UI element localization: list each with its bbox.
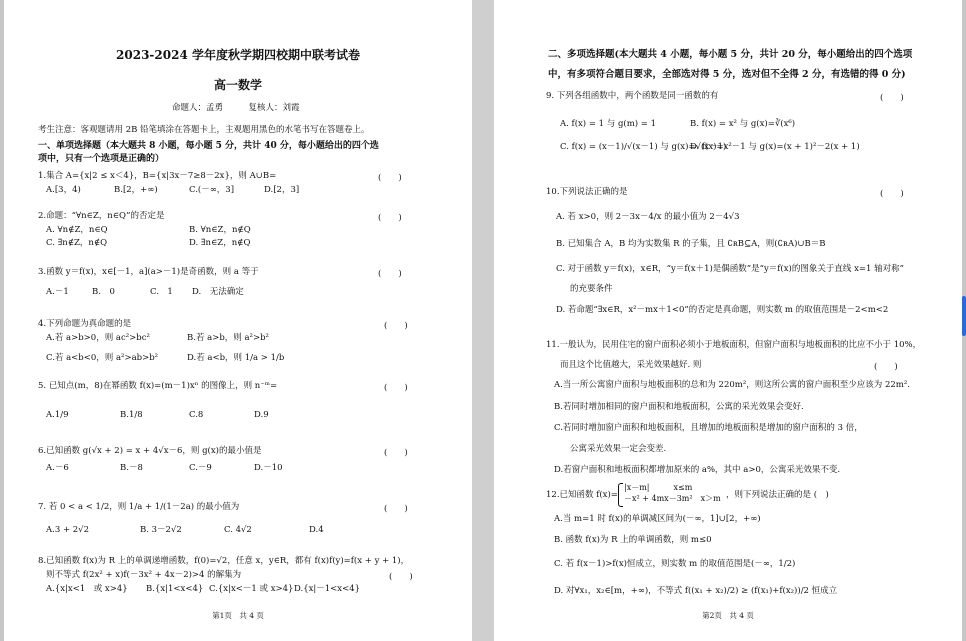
q1-option-a: A.[3，4)	[46, 185, 81, 195]
q2-answer-bracket: ( )	[378, 213, 402, 223]
q2-option-d: D. ∃n∈Z，n∉Q	[189, 238, 251, 248]
q9-stem: 9. 下列各组函数中，两个函数是同一函数的有	[546, 91, 719, 101]
q8-answer-bracket: ( )	[389, 572, 413, 582]
q7-option-d: D.4	[309, 525, 324, 535]
q4-option-c: C.若 a<b<0，则 a²>ab>b²	[46, 353, 159, 363]
q6-option-c: C.－9	[189, 463, 212, 473]
q9-option-d: D. f(x)=x²－1 与 g(x)=(x + 1)²－2(x + 1)	[690, 142, 860, 152]
q1-option-d: D.[2，3]	[264, 185, 300, 195]
q10-option-d: D. 若命题“∃x∈R，x²－mx＋1<0”的否定是真命题，则实数 m 的取值范围是－2<m<2	[556, 305, 889, 315]
q2-option-a: A. ∀n∉Z，n∈Q	[46, 225, 108, 235]
q11-stem-line2: 而且这个比值越大，采光效果越好. 则	[560, 360, 702, 370]
q4-option-b: B.若 a>b，则 a²>b²	[187, 333, 269, 343]
exam-notice: 考生注意：客观题请用 2B 铅笔填涂在答题卡上，主观题用黑色的水笔书写在答题卷上。	[38, 125, 370, 135]
q12-stem-suffix: ，则下列说法正确的是 ( )	[726, 490, 829, 500]
q11-answer-bracket: ( )	[874, 362, 898, 372]
q12-option-c: C. 若 f(x－1)>f(x)恒成立，则实数 m 的取值范围是(－∞，1/2)	[554, 559, 796, 569]
q11-option-d: D.若窗户面积和地板面积都增加原来的 a%，其中 a>0，公寓采光效果不变.	[554, 465, 841, 475]
q7-option-c: C. 4√2	[224, 525, 252, 535]
q8-stem-line1: 8.已知函数 f(x)为 R 上的单调递增函数，f(0)=√2，任意 x，y∈R，都有 f(x)f(y)=f(x + y + 1)，	[38, 556, 410, 566]
q4-stem: 4.下列命题为真命题的是	[38, 319, 132, 329]
q5-option-d: D.9	[254, 410, 269, 420]
q3-option-a: A.－1	[46, 287, 69, 297]
q9-option-b: B. f(x) = x² 与 g(x)=∛(x⁶)	[690, 119, 796, 129]
q12-option-a: A.当 m=1 时 f(x)的单调减区间为(－∞，1]∪[2，+∞)	[554, 514, 761, 524]
q6-stem: 6.已知函数 g(√x + 2) = x + 4√x－6，则 g(x)的最小值是	[38, 446, 262, 456]
q3-answer-bracket: ( )	[378, 269, 402, 279]
q2-stem: 2.命题：“∀n∈Z，n∈Q”的否定是	[38, 211, 165, 221]
q8-option-c: C.{x|x<－1 或 x>4}	[209, 584, 294, 594]
q11-option-c-line2: 公寓采光效果一定会变差.	[570, 444, 667, 454]
q12-option-d: D. 对∀x₁，x₂∈[m，+∞)，不等式 f((x₁ + x₂)/2) ≥ (f(x₁)+f(x₂))/2 恒成立	[554, 586, 838, 596]
q12-piecewise-brace	[618, 483, 623, 507]
page2-footer: 第2页 共 4 页	[702, 611, 754, 620]
section2-heading-line2: 中，有多项符合题目要求，全部选对得 5 分，选对但不全得 2 分，有选错的得 0 分)	[548, 69, 906, 80]
q11-stem-line1: 11.一般认为，民用住宅的窗户面积必须小于地板面积，但窗户面积与地板面积的比应不小于 10%，	[546, 340, 922, 350]
q5-option-a: A.1/9	[46, 410, 69, 420]
q9-option-a: A. f(x) = 1 与 g(m) = 1	[560, 119, 657, 129]
q3-option-d: D. 无法确定	[192, 287, 244, 297]
q10-answer-bracket: ( )	[880, 189, 904, 199]
q5-answer-bracket: ( )	[384, 383, 408, 393]
q8-option-b: B.{x|1<x<4}	[146, 584, 204, 594]
q6-option-a: A.－6	[46, 463, 69, 473]
q7-stem: 7. 若 0 < a < 1/2，则 1/a + 1/(1－2a) 的最小值为	[38, 502, 240, 512]
q12-piece-2: －x² + 4mx－3m² x＞m	[624, 494, 721, 503]
q5-option-b: B.1/8	[120, 410, 143, 420]
section1-heading-line1: 一、单项选择题（本大题共 8 小题，每小题 5 分，共计 40 分，每小题给出的四个选	[38, 141, 379, 151]
q11-option-c-line1: C.若同时增加窗户面积和地板面积，且增加的地板面积是增加的窗户面积的 3 倍，	[554, 423, 863, 433]
q10-option-a: A. 若 x>0，则 2－3x－4/x 的最小值为 2－4√3	[556, 212, 740, 222]
q1-option-c: C.(－∞，3]	[189, 185, 235, 195]
page-gap	[472, 0, 494, 641]
q8-option-d: D.{x|－1<x<4}	[294, 584, 361, 594]
exam-page-1	[4, 0, 472, 641]
section2-heading-line1: 二、多项选择题(本大题共 4 小题，每小题 5 分，共计 20 分，每小题给出的四个选项	[548, 49, 913, 60]
q2-option-c: C. ∃n∉Z，n∉Q	[46, 238, 108, 248]
q9-option-c: C. f(x) = (x－1)/√(x－1) 与 g(x)=√(x－1)	[560, 142, 727, 152]
q3-option-b: B. 0	[92, 287, 115, 297]
q12-stem-prefix: 12.已知函数 f(x)=	[546, 490, 618, 500]
q4-answer-bracket: ( )	[384, 321, 408, 331]
q11-option-a: A.当一所公寓窗户面积与地板面积的总和为 220m²，则这所公寓的窗户面积至少应该为 22m².	[554, 380, 910, 390]
q11-option-b: B.若同时增加相同的窗户面积和地板面积，公寓的采光效果会变好.	[554, 402, 804, 412]
q6-answer-bracket: ( )	[384, 448, 408, 458]
q9-answer-bracket: ( )	[880, 93, 904, 103]
q7-answer-bracket: ( )	[384, 504, 408, 514]
q5-stem: 5. 已知点(m，8)在幂函数 f(x)=(m－1)xⁿ 的图像上，则 n⁻ᵐ=	[38, 381, 278, 391]
q12-piece-1: |x－m| x≤m	[624, 483, 693, 492]
q3-option-c: C. 1	[150, 287, 173, 297]
q10-option-b: B. 已知集合 A，B 均为实数集 R 的子集，且 ∁ʀB⊆A，则(∁ʀA)∪B＝B	[556, 239, 826, 249]
q4-option-d: D.若 a<b，则 1/a > 1/b	[187, 353, 285, 363]
exam-title: 2023-2024 学年度秋学期四校期中联考试卷	[116, 48, 360, 62]
q7-option-a: A.3 + 2√2	[46, 525, 90, 535]
q10-option-c-line2: 的充要条件	[570, 284, 613, 294]
q3-stem: 3.函数 y＝f(x)，x∈[－1，a](a>－1)是奇函数，则 a 等于	[38, 267, 259, 277]
exam-subject: 高一数学	[213, 78, 262, 92]
q1-answer-bracket: ( )	[378, 173, 402, 183]
q2-option-b: B. ∀n∈Z，n∉Q	[189, 225, 251, 235]
q6-option-d: D.－10	[254, 463, 283, 473]
section1-heading-line2: 项中，只有一个选项是正确的）	[38, 154, 165, 164]
q8-stem-line2: 则不等式 f(2x² + x)f(－3x² + 4x－2)>4 的解集为	[46, 570, 242, 580]
exam-page-2	[494, 0, 962, 641]
q1-option-b: B.[2，+∞)	[114, 185, 158, 195]
q4-option-a: A.若 a>b>0，则 ac²>bc²	[46, 333, 150, 343]
q5-option-c: C.8	[189, 410, 204, 420]
q7-option-b: B. 3－2√2	[140, 525, 182, 535]
q10-stem: 10.下列说法正确的是	[546, 187, 628, 197]
q10-option-c-line1: C. 对于函数 y＝f(x)，x∈R，“y＝f(x＋1)是偶函数”是“y＝f(x)的图象关于直线 x=1 轴对称”	[556, 264, 904, 274]
q8-option-a: A.{x|x<1 或 x>4}	[46, 584, 128, 594]
q1-stem: 1.集合 A={x|2 ≤ x＜4}，B={x|3x－7≥8－2x}，则 A∪B=	[38, 171, 277, 181]
exam-authors: 命题人：孟勇 复核人：刘霞	[172, 103, 300, 113]
scrollbar-thumb[interactable]	[962, 296, 966, 336]
page1-footer: 第1页 共 4 页	[212, 611, 264, 620]
q6-option-b: B.－8	[120, 463, 143, 473]
q12-option-b: B. 函数 f(x)为 R 上的单调函数，则 m≤0	[554, 535, 712, 545]
